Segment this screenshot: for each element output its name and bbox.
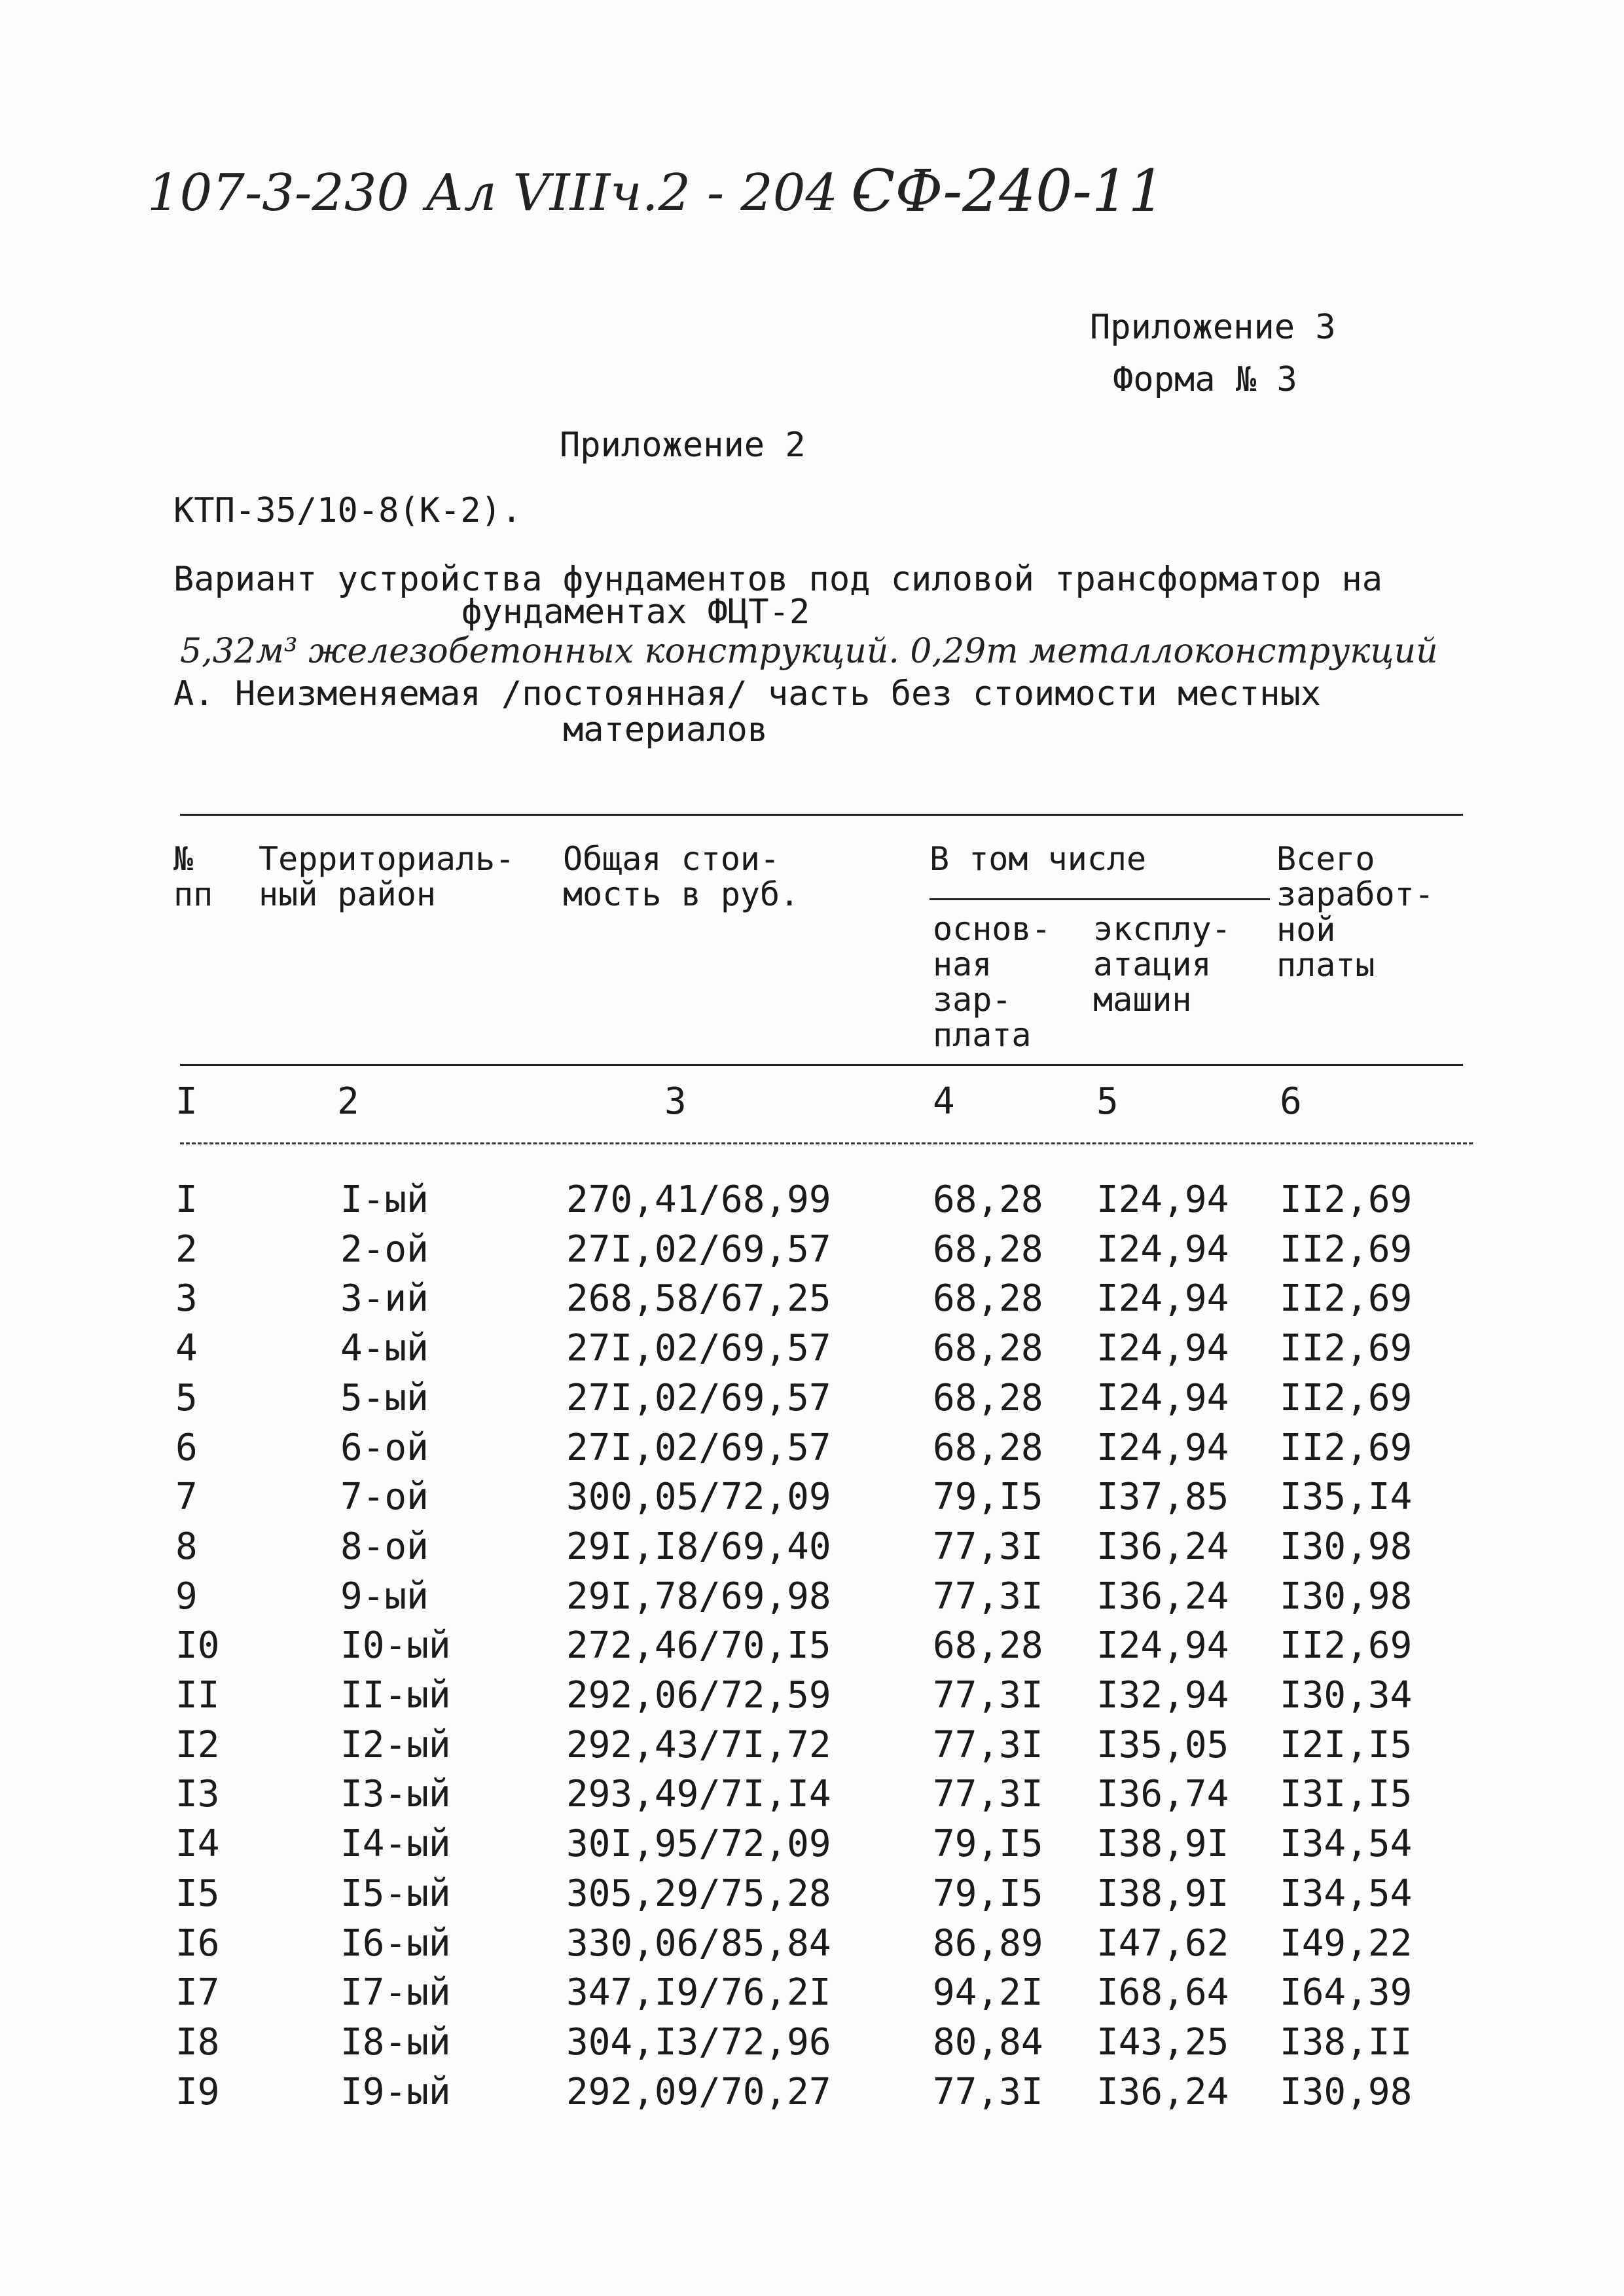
total-cost-cell: 347,I9/76,2I — [566, 1971, 831, 2014]
header-including: В том числе — [929, 840, 1147, 878]
total-cost-cell: 292,06/72,59 — [566, 1674, 831, 1717]
machines-cost-cell: I36,24 — [1096, 1575, 1229, 1618]
row-number-cell: 3 — [175, 1277, 198, 1320]
row-number-cell: I6 — [175, 1922, 220, 1965]
machines-cost-cell: I36,74 — [1096, 1773, 1229, 1815]
appendix2-title: Приложение 2 — [560, 426, 806, 465]
machines-cost-cell: I24,94 — [1096, 1277, 1229, 1320]
row-number-cell: 8 — [175, 1525, 198, 1568]
machines-cost-cell: I24,94 — [1096, 1624, 1229, 1667]
district-cell: I6-ый — [340, 1922, 451, 1965]
district-cell: 9-ый — [340, 1575, 429, 1618]
column-number: 5 — [1096, 1080, 1119, 1123]
row-number-cell: I8 — [175, 2021, 220, 2064]
base-wage-cell: 79,I5 — [933, 1872, 1043, 1915]
base-wage-cell: 77,3I — [933, 2071, 1043, 2113]
header-num: № пп — [173, 840, 213, 913]
district-cell: 6-ой — [340, 1427, 429, 1469]
base-wage-cell: 79,I5 — [933, 1823, 1043, 1865]
total-cost-cell: 272,46/70,I5 — [566, 1624, 831, 1667]
row-number-cell: 5 — [175, 1377, 198, 1419]
district-cell: 3-ий — [340, 1277, 429, 1320]
base-wage-cell: 79,I5 — [933, 1476, 1043, 1518]
total-cost-cell: 27I,02/69,57 — [566, 1327, 831, 1370]
machines-cost-cell: I24,94 — [1096, 1228, 1229, 1271]
base-wage-cell: 80,84 — [933, 2021, 1043, 2064]
header-base-wage: основ- ная зар- плата — [933, 910, 1051, 1054]
total-cost-cell: 30I,95/72,09 — [566, 1823, 831, 1865]
district-cell: 7-ой — [340, 1476, 429, 1518]
total-wage-cell: II2,69 — [1280, 1277, 1413, 1320]
series-code-handwritten: СФ-240-11 — [851, 157, 1165, 225]
total-wage-cell: I30,34 — [1280, 1674, 1413, 1717]
district-cell: I0-ый — [340, 1624, 451, 1667]
header-district: Территориаль- ный район — [259, 840, 515, 913]
total-wage-cell: II2,69 — [1280, 1327, 1413, 1370]
row-number-cell: I0 — [175, 1624, 220, 1667]
total-cost-cell: 29I,I8/69,40 — [566, 1525, 831, 1568]
header-bottom-rule — [180, 1064, 1463, 1066]
ktp-code: КТП-35/10-8(К-2). — [173, 491, 522, 530]
base-wage-cell: 94,2I — [933, 1971, 1043, 2014]
base-wage-cell: 86,89 — [933, 1922, 1043, 1965]
variant-line-2: фундаментах ФЦТ-2 — [461, 592, 810, 632]
district-cell: 4-ый — [340, 1327, 429, 1370]
materials-handwritten-note: 5,32м³ железобетонных конструкций. 0,29т металлоконструкций — [180, 632, 1438, 671]
total-wage-cell: I30,98 — [1280, 1575, 1413, 1618]
header-including-rule — [929, 898, 1270, 900]
variant-line-1: Вариант устройства фундаментов под силовой трансформатор на — [173, 560, 1383, 599]
base-wage-cell: 68,28 — [933, 1277, 1043, 1320]
base-wage-cell: 77,3I — [933, 1674, 1043, 1717]
total-wage-cell: II2,69 — [1280, 1178, 1413, 1221]
total-cost-cell: 27I,02/69,57 — [566, 1427, 831, 1469]
district-cell: I9-ый — [340, 2071, 451, 2113]
district-cell: 8-ой — [340, 1525, 429, 1568]
base-wage-cell: 77,3I — [933, 1575, 1043, 1618]
machines-cost-cell: I36,24 — [1096, 2071, 1229, 2113]
base-wage-cell: 68,28 — [933, 1427, 1043, 1469]
header-machines: эксплу- атация машин — [1093, 910, 1231, 1019]
total-cost-cell: 304,I3/72,96 — [566, 2021, 831, 2064]
total-wage-cell: I34,54 — [1280, 1872, 1413, 1915]
form-number: Форма № 3 — [1113, 360, 1297, 399]
row-number-cell: I7 — [175, 1971, 220, 2014]
total-cost-cell: 292,43/7I,72 — [566, 1724, 831, 1766]
header-total-cost: Общая стои- мость в руб. — [563, 840, 800, 913]
total-cost-cell: 27I,02/69,57 — [566, 1228, 831, 1271]
total-wage-cell: II2,69 — [1280, 1377, 1413, 1419]
column-number: I — [175, 1080, 198, 1123]
district-cell: 2-ой — [340, 1228, 429, 1271]
row-number-cell: I2 — [175, 1724, 220, 1766]
row-number-cell: 6 — [175, 1427, 198, 1469]
total-wage-cell: I38,II — [1280, 2021, 1413, 2064]
base-wage-cell: 68,28 — [933, 1327, 1043, 1370]
total-wage-cell: I30,98 — [1280, 2071, 1413, 2113]
column-number: 2 — [337, 1080, 359, 1123]
machines-cost-cell: I32,94 — [1096, 1674, 1229, 1717]
base-wage-cell: 77,3I — [933, 1773, 1043, 1815]
total-wage-cell: II2,69 — [1280, 1427, 1413, 1469]
district-cell: I2-ый — [340, 1724, 451, 1766]
base-wage-cell: 68,28 — [933, 1377, 1043, 1419]
column-number: 4 — [933, 1080, 955, 1123]
row-number-cell: 2 — [175, 1228, 198, 1271]
total-wage-cell: I34,54 — [1280, 1823, 1413, 1865]
base-wage-cell: 68,28 — [933, 1228, 1043, 1271]
machines-cost-cell: I24,94 — [1096, 1377, 1229, 1419]
row-number-cell: I5 — [175, 1872, 220, 1915]
row-number-cell: I4 — [175, 1823, 220, 1865]
total-cost-cell: 330,06/85,84 — [566, 1922, 831, 1965]
total-wage-cell: I30,98 — [1280, 1525, 1413, 1568]
row-number-cell: 9 — [175, 1575, 198, 1618]
total-cost-cell: 293,49/7I,I4 — [566, 1773, 831, 1815]
district-cell: I5-ый — [340, 1872, 451, 1915]
machines-cost-cell: I43,25 — [1096, 2021, 1229, 2064]
table-top-rule — [180, 814, 1463, 816]
district-cell: I-ый — [340, 1178, 429, 1221]
base-wage-cell: 68,28 — [933, 1178, 1043, 1221]
total-wage-cell: II2,69 — [1280, 1228, 1413, 1271]
total-wage-cell: I49,22 — [1280, 1922, 1413, 1965]
machines-cost-cell: I38,9I — [1096, 1872, 1229, 1915]
machines-cost-cell: I35,05 — [1096, 1724, 1229, 1766]
total-wage-cell: I3I,I5 — [1280, 1773, 1413, 1815]
total-cost-cell: 305,29/75,28 — [566, 1872, 831, 1915]
district-cell: I7-ый — [340, 1971, 451, 2014]
row-number-cell: I9 — [175, 2071, 220, 2113]
column-number: 3 — [664, 1080, 687, 1123]
document-code-handwritten: 107-3-230 Ал VIIIч.2 - 204 - — [147, 164, 872, 223]
total-wage-cell: I2I,I5 — [1280, 1724, 1413, 1766]
machines-cost-cell: I24,94 — [1096, 1178, 1229, 1221]
total-cost-cell: 268,58/67,25 — [566, 1277, 831, 1320]
total-wage-cell: I35,I4 — [1280, 1476, 1413, 1518]
row-number-cell: 4 — [175, 1327, 198, 1370]
row-number-cell: I3 — [175, 1773, 220, 1815]
total-cost-cell: 300,05/72,09 — [566, 1476, 831, 1518]
machines-cost-cell: I68,64 — [1096, 1971, 1229, 2014]
machines-cost-cell: I38,9I — [1096, 1823, 1229, 1865]
total-cost-cell: 270,41/68,99 — [566, 1178, 831, 1221]
total-cost-cell: 292,09/70,27 — [566, 2071, 831, 2113]
appendix3-title: Приложение 3 — [1090, 308, 1336, 347]
district-cell: I8-ый — [340, 2021, 451, 2064]
machines-cost-cell: I37,85 — [1096, 1476, 1229, 1518]
row-number-cell: II — [175, 1674, 220, 1717]
district-cell: 5-ый — [340, 1377, 429, 1419]
base-wage-cell: 68,28 — [933, 1624, 1043, 1667]
total-wage-cell: I64,39 — [1280, 1971, 1413, 2014]
district-cell: I3-ый — [340, 1773, 451, 1815]
district-cell: I4-ый — [340, 1823, 451, 1865]
column-number-rule — [180, 1142, 1473, 1144]
machines-cost-cell: I36,24 — [1096, 1525, 1229, 1568]
total-wage-cell: II2,69 — [1280, 1624, 1413, 1667]
machines-cost-cell: I24,94 — [1096, 1327, 1229, 1370]
row-number-cell: 7 — [175, 1476, 198, 1518]
header-total-wage: Всего заработ- ной платы — [1276, 840, 1434, 984]
total-cost-cell: 27I,02/69,57 — [566, 1377, 831, 1419]
base-wage-cell: 77,3I — [933, 1724, 1043, 1766]
total-cost-cell: 29I,78/69,98 — [566, 1575, 831, 1618]
column-number: 6 — [1280, 1080, 1302, 1123]
section-a-line-2: материалов — [563, 710, 768, 750]
base-wage-cell: 77,3I — [933, 1525, 1043, 1568]
row-number-cell: I — [175, 1178, 198, 1221]
machines-cost-cell: I47,62 — [1096, 1922, 1229, 1965]
section-a-line-1: А. Неизменяемая /постоянная/ часть без стоимости местных — [173, 674, 1322, 714]
machines-cost-cell: I24,94 — [1096, 1427, 1229, 1469]
district-cell: II-ый — [340, 1674, 451, 1717]
